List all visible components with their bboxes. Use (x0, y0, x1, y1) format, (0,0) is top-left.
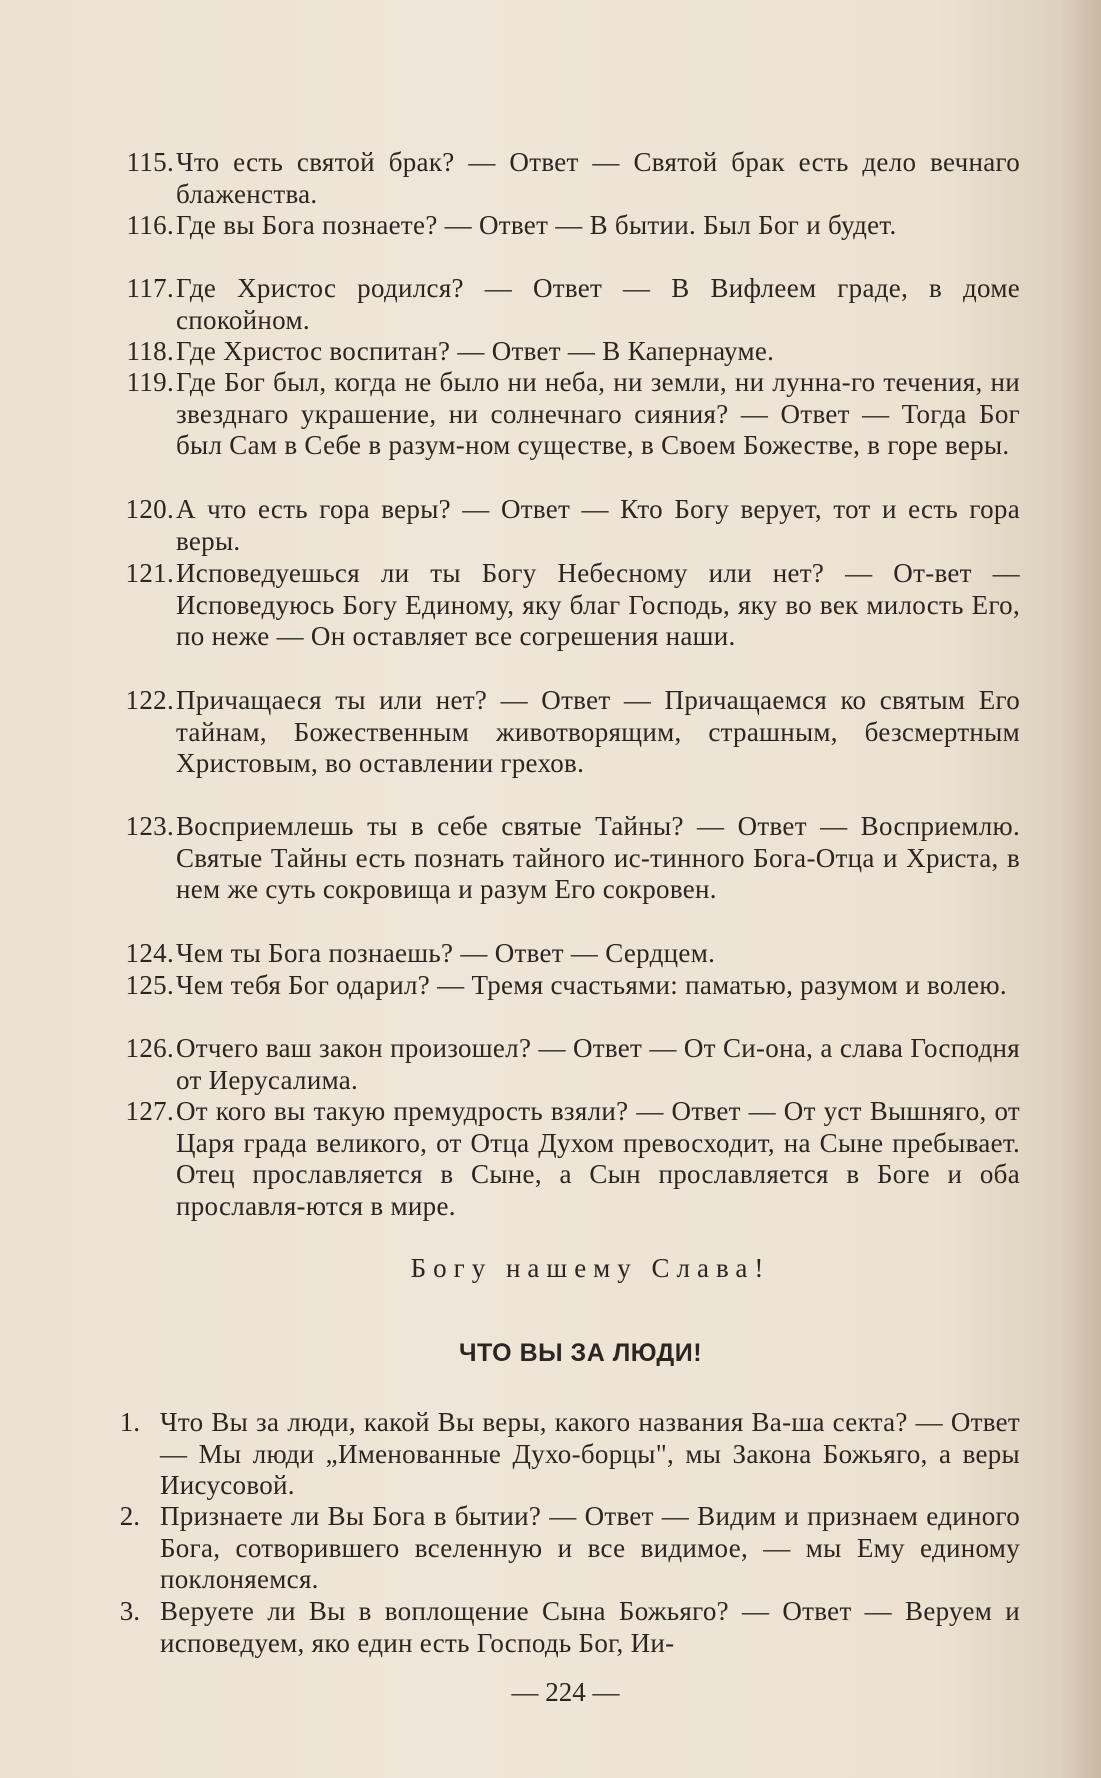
item-number: 2. (119, 1501, 140, 1531)
item-number: 120. (125, 494, 174, 524)
item-text: Веруете ли Вы в воплощение Сына Божьяго? — Ответ — Веруем и исповедуем, яко един есть Господь Бог, Ии- (160, 1596, 1020, 1658)
item-text: Где Бог был, когда не было ни неба, ни земли, ни лунна-го течения, ни звезднаго украшение, ни солнечнаго сияния? — Ответ — Тогда Бог был Сам в Себе в разум-ном существе, в Своем Божестве, в горе веры. (176, 367, 1020, 460)
page-spine-shadow (1061, 0, 1101, 1778)
item-text: Восприемлешь ты в себе святые Тайны? — Ответ — Восприемлю. Святые Тайны есть познать тайного ис-тинного Бога-Отца и Христа, в нем же суть сокровища и разум Его сокровен. (176, 811, 1020, 904)
item-text: От кого вы такую премудрость взяли? — Ответ — От уст Вышняго, от Царя града великого, от Отца Духом превосходит, на Сыне пребывает. Отец прославляется в Сыне, а Сын прославляется в Боге и оба прославля-ются в мире. (176, 1096, 1020, 1221)
item-number: 115. (126, 147, 174, 177)
item-number: 121. (125, 558, 174, 588)
item-text: Признаете ли Вы Бога в бытии? — Ответ — Видим и признаем единого Бога, сотворившего вселенную и все видимое, — мы Ему единому поклоняемся. (160, 1501, 1020, 1594)
item-text: Что есть святой брак? — Ответ — Святой брак есть дело вечнаго блаженства. (176, 147, 1020, 209)
item-text: Что Вы за люди, какой Вы веры, какого названия Ва-ша секта? — Ответ — Мы люди „Именованные Духо-борцы", мы Закона Божьяго, а веры Иисусовой. (160, 1407, 1020, 1500)
item-number: 118. (126, 336, 174, 366)
item-text: А что есть гора веры? — Ответ — Кто Богу верует, тот и есть гора веры. (176, 494, 1020, 556)
item-text: Чем тебя Бог одарил? — Тремя счастьями: паматью, разумом и волею. (176, 970, 1007, 1000)
item-text: Исповедуешься ли ты Богу Небесному или нет? — От-вет — Исповедуюсь Богу Единому, яку благ Господь, яку во век милость Его, по неже — Он оставляет все согрешения наши. (176, 558, 1020, 651)
item-number: 126. (125, 1033, 174, 1063)
item-text: Где вы Бога познаете? — Ответ — В бытии. Был Бог и будет. (176, 210, 897, 240)
item-number: 123. (125, 811, 174, 841)
section-heading: ЧТО ВЫ ЗА ЛЮДИ! (458, 1339, 703, 1367)
item-number: 1. (119, 1407, 140, 1437)
item-number: 116. (126, 210, 174, 240)
item-number: 119. (126, 367, 174, 397)
item-number: 3. (119, 1596, 140, 1626)
item-text: Причащаеся ты или нет? — Ответ — Причащаемся ко святым Его тайнам, Божественным животворящим, страшным, безсмертным Христовым, во оставлении грехов. (176, 685, 1020, 778)
item-number: 127. (125, 1096, 174, 1126)
item-number: 122. (125, 685, 174, 715)
item-text: Где Христос воспитан? — Ответ — В Капернауме. (176, 336, 775, 366)
closing-line: Богу нашему Слава! (410, 1253, 771, 1283)
page-number: — 224 — (511, 1677, 620, 1707)
item-text: Отчего ваш закон произошел? — Ответ — От Си-она, а слава Господня от Иерусалима. (176, 1033, 1020, 1095)
item-text: Где Христос родился? — Ответ — В Вифлеем граде, в доме спокойном. (176, 273, 1020, 335)
item-text: Чем ты Бога познаешь? — Ответ — Сердцем. (176, 938, 716, 968)
item-number: 124. (125, 938, 174, 968)
item-number: 117. (126, 273, 174, 303)
item-number: 125. (125, 970, 174, 1000)
